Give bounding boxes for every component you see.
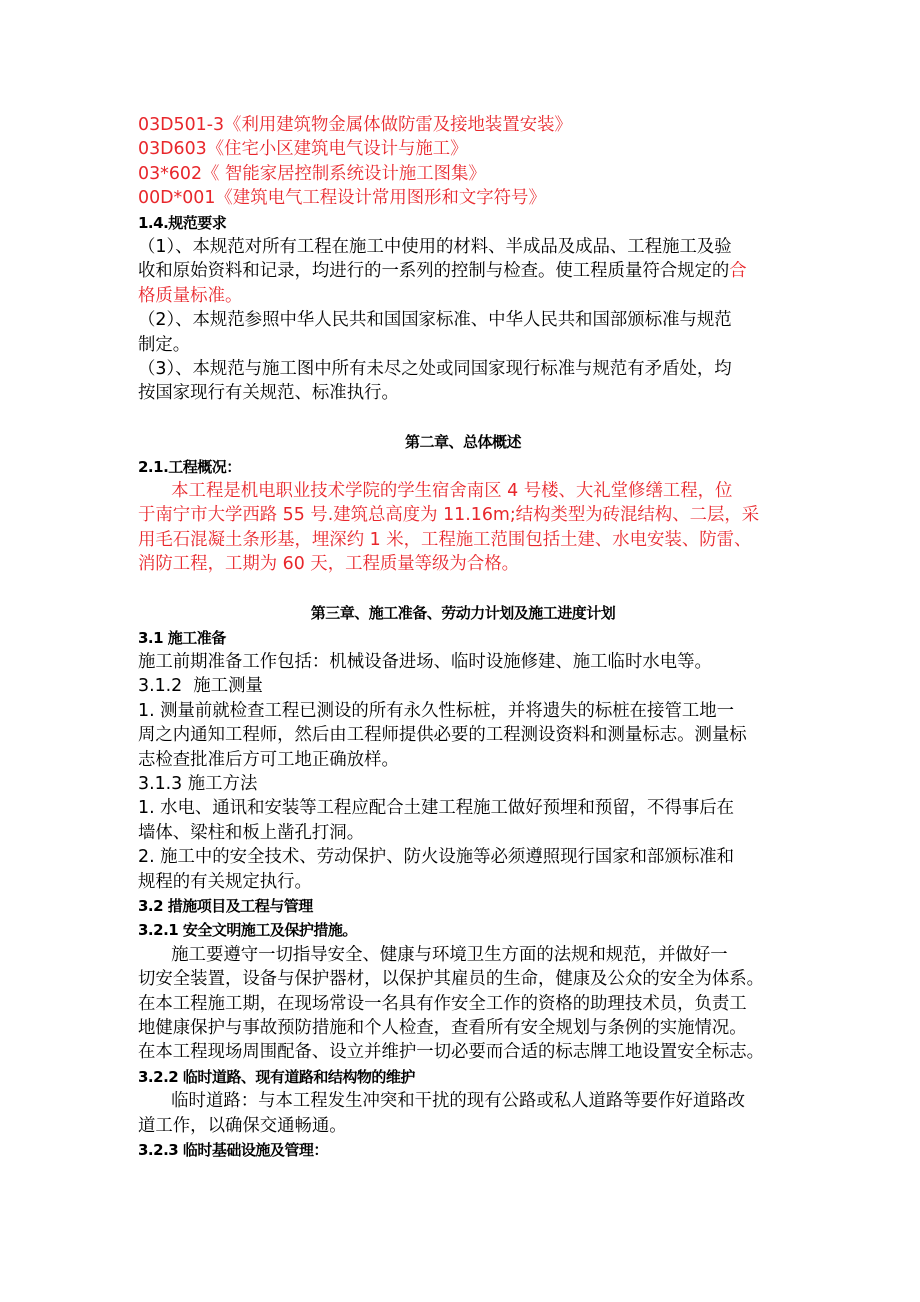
spacer: [138, 406, 788, 430]
paragraph-line: 2. 施工中的安全技术、劳动保护、防火设施等必须遵照现行国家和部颁标准和: [138, 847, 735, 868]
paragraph-line: [138, 259, 788, 283]
paragraph-line: 切安全装置，设备与保护器材，以保护其雇员的生命，健康及公众的安全为体系。: [138, 969, 765, 990]
section-heading-1-4: 1.4.规范要求: [138, 213, 227, 232]
spacer: [138, 577, 788, 601]
highlight-line: 格质量标准。: [138, 285, 243, 306]
subsection-heading-3-1-2: 3.1.2 施工测量: [138, 676, 263, 697]
overview-line: 本工程是机电职业技术学院的学生宿舍南区 4 号楼、大礼堂修缮工程，位: [138, 481, 733, 502]
paragraph-line: （1）、本规范对所有工程在施工中使用的材料、半成品及成品、工程施工及验: [138, 237, 732, 258]
overview-line: 于南宁市大学西路 55 号.建筑总高度为 11.16m;结构类型为砖混结构、二层，采: [138, 505, 760, 526]
paragraph-line: 制定。: [138, 334, 191, 355]
reference-line: 00D*001《建筑电气工程设计常用图形和文字符号》: [138, 188, 546, 209]
subsection-heading-3-1-3: 3.1.3 施工方法: [138, 773, 258, 794]
paragraph-line: 临时道路：与本工程发生冲突和干扰的现有公路或私人道路等要作好道路改: [138, 1091, 746, 1112]
overview-line: 用毛石混凝土条形基，埋深约 1 米，工程施工范围包括土建、水电安装、防雷、: [138, 529, 752, 550]
section-heading-3-2-3: 3.2.3 临时基础设施及管理：: [138, 1141, 328, 1160]
paragraph-line: 按国家现行有关规范、标准执行。: [138, 383, 399, 404]
paragraph-line: 1. 水电、通讯和安装等工程应配合土建工程施工做好预埋和预留，不得事后在: [138, 798, 735, 819]
paragraph-line: 周之内通知工程师，然后由工程师提供必要的工程测设资料和测量标志。测量标: [138, 725, 747, 746]
paragraph-line: 道工作，以确保交通畅通。: [138, 1115, 347, 1136]
paragraph-line: 施工要遵守一切指导安全、健康与环境卫生方面的法规和规范，并做好一: [138, 944, 728, 965]
overview-line: 消防工程，工期为 60 天，工程质量等级为合格。: [138, 554, 519, 575]
paragraph-line: （2）、本规范参照中华人民共和国国家标准、中华人民共和国部颁标准与规范: [138, 310, 732, 331]
paragraph-text: 收和原始资料和记录，均进行的一系列的控制与检查。使工程质量符合规定的: [138, 261, 730, 282]
paragraph-line: 施工前期准备工作包括：机械设备进场、临时设施修建、施工临时水电等。: [138, 651, 712, 672]
section-heading-3-1: 3.1 施工准备: [138, 628, 226, 647]
paragraph-line: 在本工程施工期，在现场常设一名具有作安全工作的资格的助理技术员，负责工: [138, 993, 747, 1014]
highlight-text: 合: [729, 261, 747, 282]
reference-line: 03*602《 智能家居控制系统设计施工图集》: [138, 163, 486, 184]
paragraph-line: 在本工程现场周围配备、设立并维护一切必要而合适的标志牌工地设置安全标志。: [138, 1042, 765, 1063]
paragraph-line: 地健康保护与事故预防措施和个人检查，查看所有安全规划与条例的实施情况。: [138, 1018, 747, 1038]
reference-line: 03D501-3《利用建筑物金属体做防雷及接地装置安装》: [138, 115, 572, 135]
section-heading-2-1: 2.1.工程概况：: [138, 457, 241, 476]
section-heading-3-2-1: 3.2.1 安全文明施工及保护措施。: [138, 921, 357, 940]
section-heading-3-2: 3.2 措施项目及工程与管理: [138, 896, 313, 915]
paragraph-line: 志检查批准后方可工地正确放样。: [138, 749, 399, 770]
chapter-title: 第三章、施工准备、劳动力计划及施工进度计划: [310, 604, 616, 623]
paragraph-line: 墙体、梁柱和板上凿孔打洞。: [138, 822, 365, 843]
reference-line: 03D603《住宅小区建筑电气设计与施工》: [138, 139, 468, 160]
document-body: [138, 113, 788, 1162]
section-heading-3-2-2: 3.2.2 临时道路、现有道路和结构物的维护: [138, 1067, 415, 1086]
paragraph-line: 1. 测量前就检查工程已测设的所有永久性标桩，并将遗失的标桩在接管工地一: [138, 700, 735, 721]
paragraph-line: 规程的有关规定执行。: [138, 871, 312, 892]
paragraph-line: （3）、本规范与施工图中所有未尽之处或同国家现行标准与规范有矛盾处，均: [138, 359, 732, 380]
chapter-title: 第二章、总体概述: [404, 433, 521, 452]
